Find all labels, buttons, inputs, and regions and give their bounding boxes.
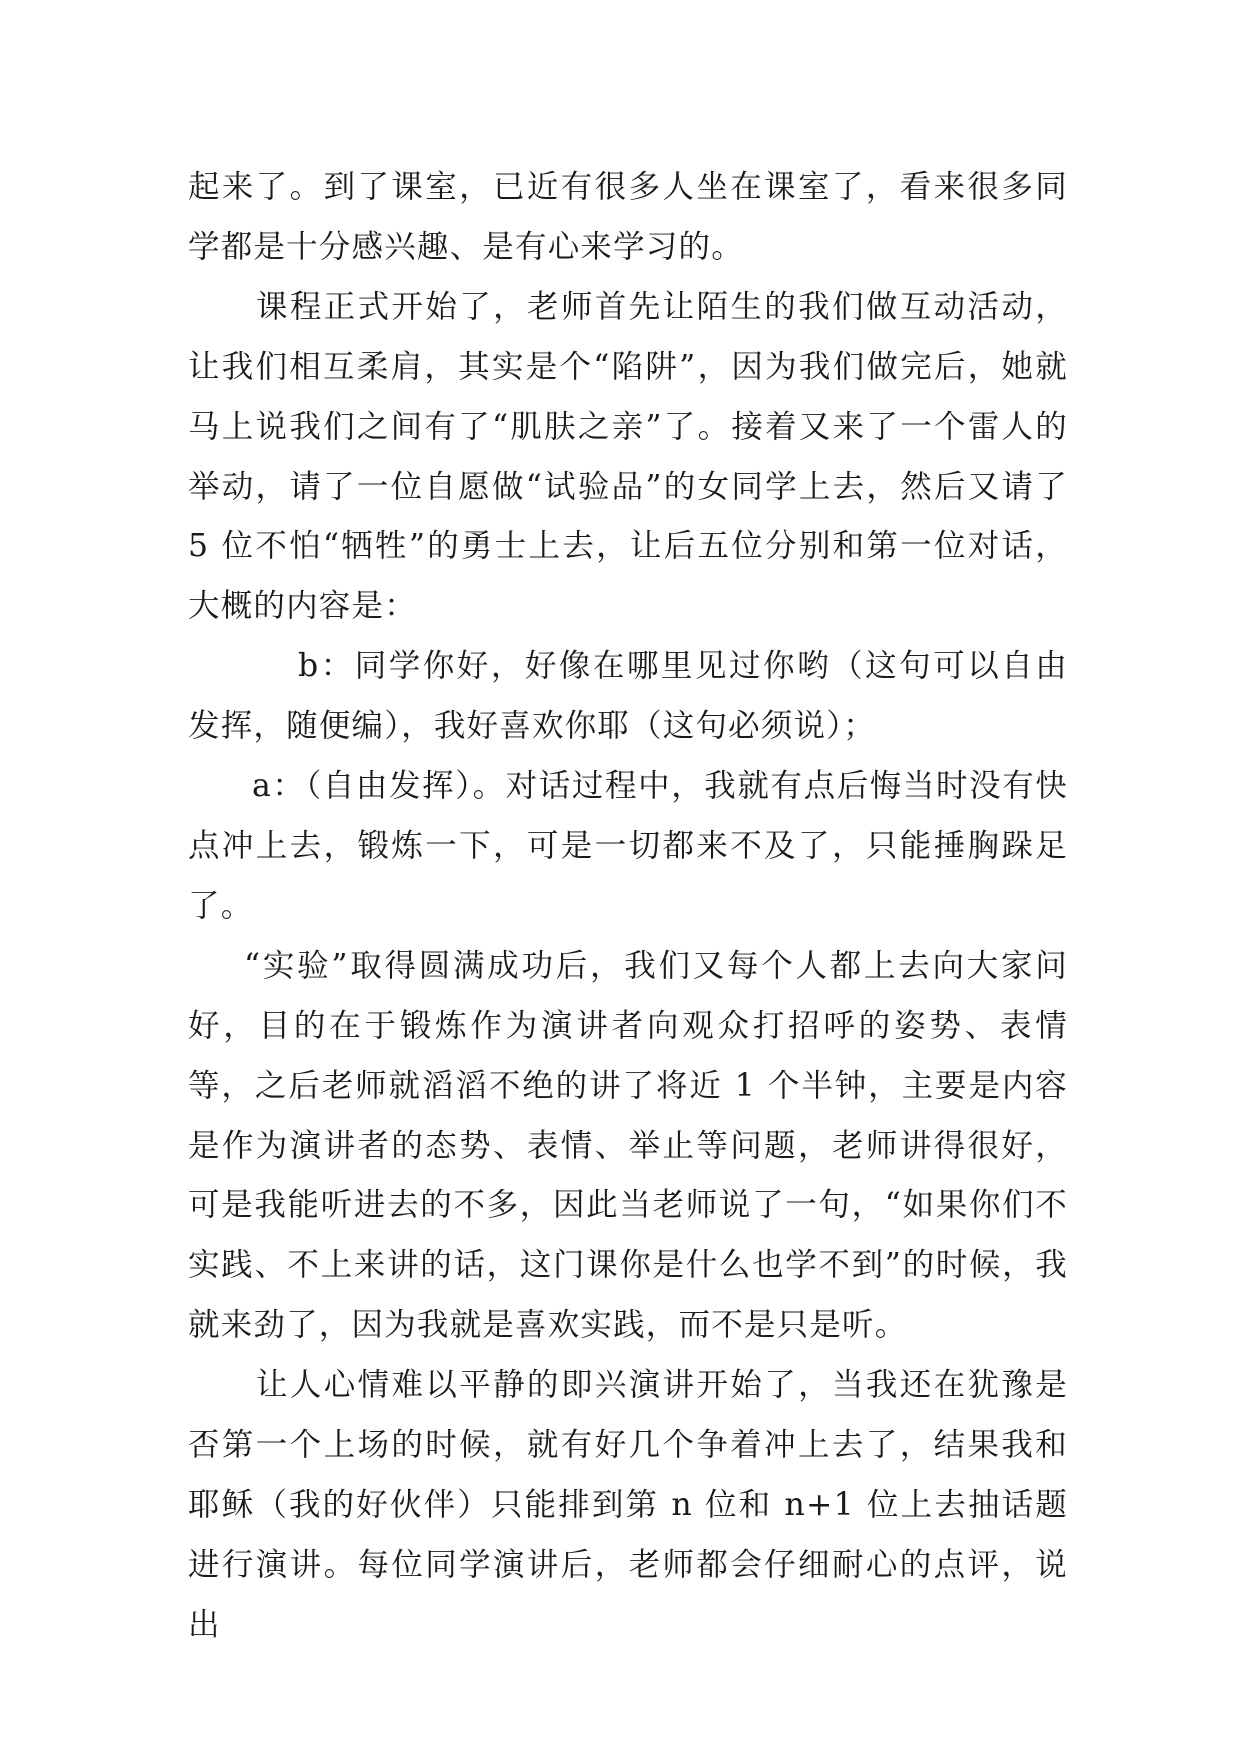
paragraph-5: “实验”取得圆满成功后，我们又每个人都上去向大家问好，目的在于锻炼作为演讲者向观众打招呼的姿势、表情等，之后老师就滔滔不绝的讲了将近 1 个半钟，主要是内容是作为演讲者的态势、表情、举止等问题，老师讲得很好，可是我能听进去的不多，因此当老师说了一句，“如果你们不实践、不上来讲的话，这门课你是什么也学不到”的时候，我就来劲了，因为我就是喜欢实践，而不是只是听。 — [188, 947, 1068, 1344]
paragraph-1: 起来了。到了课室，已近有很多人坐在课室了，看来很多同学都是十分感兴趣、是有心来学习的。 — [188, 169, 1068, 265]
paragraph-3: b：同学你好，好像在哪里见过你哟（这句可以自由发挥，随便编），我好喜欢你耶（这句必须说）； — [188, 648, 1068, 745]
paragraph-6: 让人心情难以平静的即兴演讲开始了，当我还在犹豫是否第一个上场的时候，就有好几个争着冲上去了，结果我和耶稣（我的好伙伴）只能排到第 n 位和 n+1 位上去抽话题进行演讲。每位同学演讲后，老师都会仔细耐心的点评，说出 — [188, 1367, 1068, 1643]
paragraph-2: 课程正式开始了，老师首先让陌生的我们做互动活动，让我们相互柔肩，其实是个“陷阱”，因为我们做完后，她就马上说我们之间有了“肌肤之亲”了。接着又来了一个雷人的举动，请了一位自愿做“试验品”的女同学上去，然后又请了 5 位不怕“牺牲”的勇士上去，让后五位分别和第一位对话，大概的内容是： — [188, 288, 1068, 625]
paragraph-4: a：（自由发挥）。对话过程中，我就有点后悔当时没有快点冲上去，锻炼一下，可是一切都来不及了，只能捶胸跺足了。 — [188, 768, 1068, 924]
document-body — [188, 158, 1068, 1656]
